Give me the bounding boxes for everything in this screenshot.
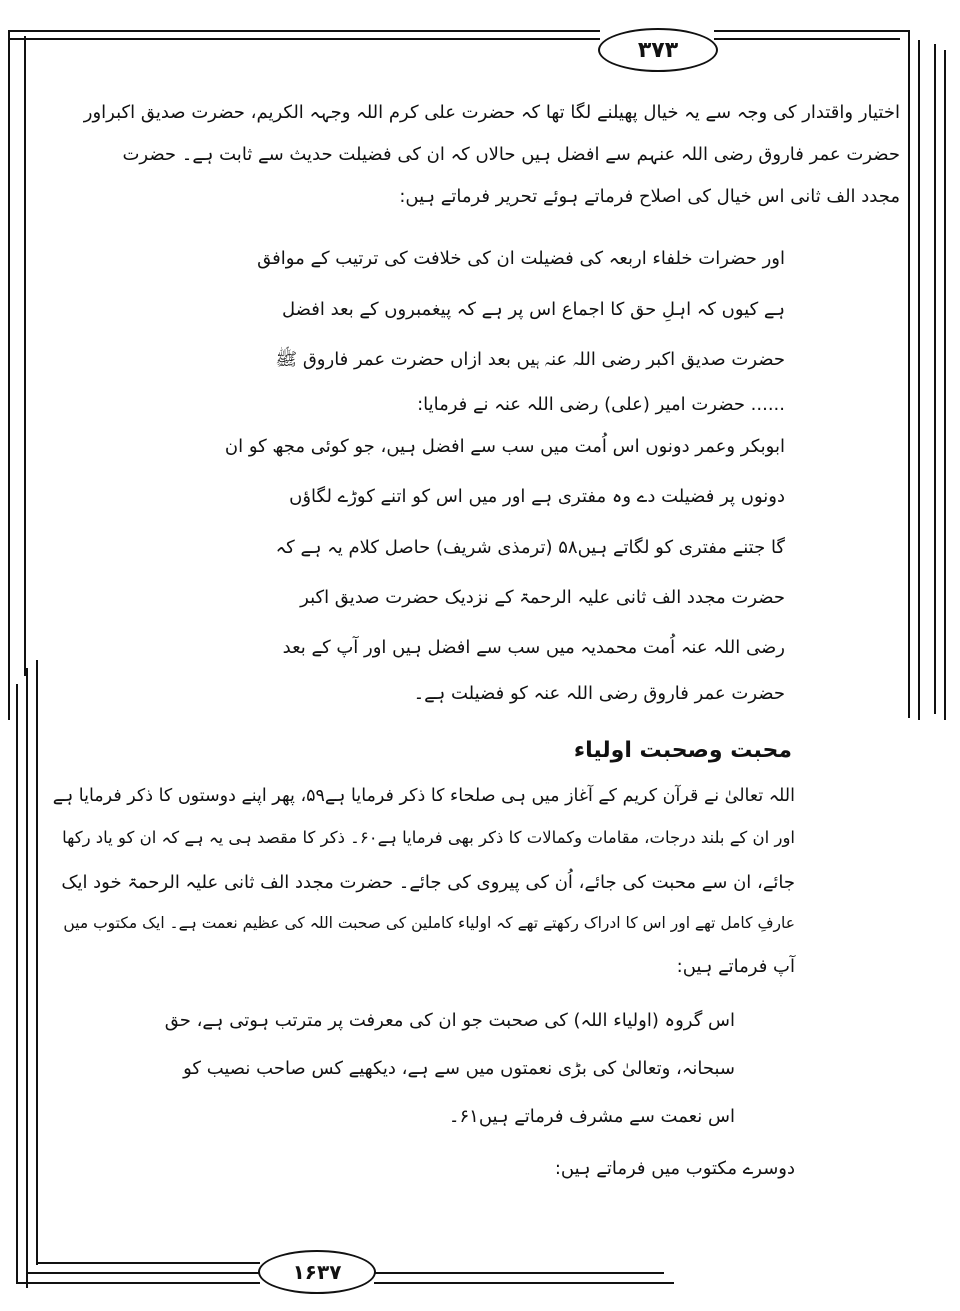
top-right-rule-2 (918, 40, 920, 720)
quote-line-10: حضرت عمر فاروق رضی اللہ عنہ کو فضیلت ہے۔ (413, 683, 785, 704)
bottom-border-4 (374, 1282, 674, 1284)
top-border-outer-right (714, 30, 910, 32)
quote-line-9: رضی اللہ عنہ اُمت محمدیہ میں سب سے افضل ہیں اور آپ کے بعد (282, 637, 785, 658)
quote-line-2: ہے کیوں کہ اہلِ حق کا اجماع اس پر ہے کہ پیغمبروں کے بعد افضل (282, 299, 785, 320)
quote-line-7: گا جتنے مفتری کو لگاتے ہیں۵۸ (ترمذی شریف) حاصل کلام یہ ہے کہ (275, 537, 785, 558)
quote-line-5: ابوبکر وعمر دونوں اس اُمت میں سب سے افضل ہیں، جو کوئی مجھ کو ان (224, 436, 785, 457)
intro-line-1: اختیار واقتدار کی وجہ سے یہ خیال پھیلنے لگا تھا کہ حضرت علی کرم اللہ وجہہ الکریم، حضرت صدیق اکبراور (83, 102, 900, 123)
header-page-number (598, 28, 718, 72)
bottom-border-2 (26, 1272, 260, 1274)
intro-line-2: حضرت عمر فاروق رضی اللہ عنہم سے افضل ہیں حالاں کہ ان کی فضیلت حدیث سے ثابت ہے۔ حضرت (122, 144, 900, 165)
footer-page-number (258, 1250, 376, 1294)
quote-line-8: حضرت مجدد الف ثانی علیہ الرحمۃ کے نزدیک حضرت صدیق اکبر (300, 587, 785, 608)
top-left-rule-2 (24, 36, 26, 676)
quote-line-4: ...... حضرت امیر (علی) رضی اللہ عنہ نے فرمایا: (417, 394, 785, 415)
body-line-2: اور ان کے بلند درجات، مقامات وکمالات کا ذکر بھی فرمایا ہے۶۰۔ ذکر کا مقصد ہی یہ ہے کہ ان کو یاد رکھا (62, 828, 795, 847)
body-line-1: اللہ تعالیٰ نے قرآن کریم کے آغاز میں ہی صلحاء کا ذکر فرمایا ہے۵۹، پھر اپنے دوستوں کا ذکر فرمایا ہے (52, 786, 795, 806)
body-line-5: آپ فرماتے ہیں: (676, 956, 795, 977)
top-left-rule-1 (8, 30, 10, 720)
quote2-line-3: اس نعمت سے مشرف فرماتے ہیں۶۱۔ (448, 1106, 735, 1127)
body-line-3: جائے، ان سے محبت کی جائے، اُن کی پیروی کی جائے۔ حضرت مجدد الف ثانی علیہ الرحمۃ خود ایک (61, 872, 795, 893)
bottom-border-5 (374, 1272, 664, 1274)
body-line-4: عارفِ کامل تھے اور اس کا ادراک رکھتے تھے کہ اولیاء کاملین کی صحبت اللہ کی عظیم نعمت ہے۔ ایک مکتوب میں (63, 914, 795, 932)
quote-line-1: اور حضرات خلفاء اربعہ کی فضیلت ان کی خلافت کی ترتیب کے موافق (257, 248, 785, 269)
quote-line-6: دونوں پر فضیلت دے وہ مفتری ہے اور میں اس کو اتنے کوڑے لگاؤں (289, 486, 785, 507)
top-right-rule-3 (934, 44, 936, 714)
closing-line: دوسرے مکتوب میں فرماتے ہیں: (554, 1158, 795, 1179)
bottom-border-1 (16, 1282, 260, 1284)
quote-line-3: حضرت صدیق اکبر رضی اللہ عنہ ہیں بعد ازاں حضرت عمر فاروق ﷺ (275, 349, 785, 370)
top-right-rule-4 (944, 50, 946, 720)
top-border-inner-right (714, 38, 900, 40)
header-page-number-text: ۳۷۳ (637, 37, 679, 63)
top-border-inner (8, 38, 600, 40)
quote2-line-1: اس گروہ (اولیاء اللہ) کی صحبت جو ان کی معرفت پر مترتب ہوتی ہے، حق (164, 1010, 735, 1031)
bottom-border-3 (36, 1262, 260, 1264)
footer-page-number-text: ۱۶۳۷ (292, 1260, 342, 1284)
top-border-outer (8, 30, 600, 32)
bottom-left-rule-2 (26, 668, 28, 1288)
intro-line-3: مجدد الف ثانی اس خیال کی اصلاح فرماتے ہوئے تحریر فرماتے ہیں: (399, 186, 900, 207)
section-heading: محبت وصحبت اولیاء (573, 738, 792, 763)
bottom-left-rule-3 (36, 660, 38, 1265)
top-right-rule-1 (908, 30, 910, 718)
bottom-left-rule-1 (16, 684, 18, 1284)
quote2-line-2: سبحانہ، وتعالیٰ کی بڑی نعمتوں میں سے ہے، دیکھیے کس صاحب نصیب کو (183, 1058, 735, 1079)
